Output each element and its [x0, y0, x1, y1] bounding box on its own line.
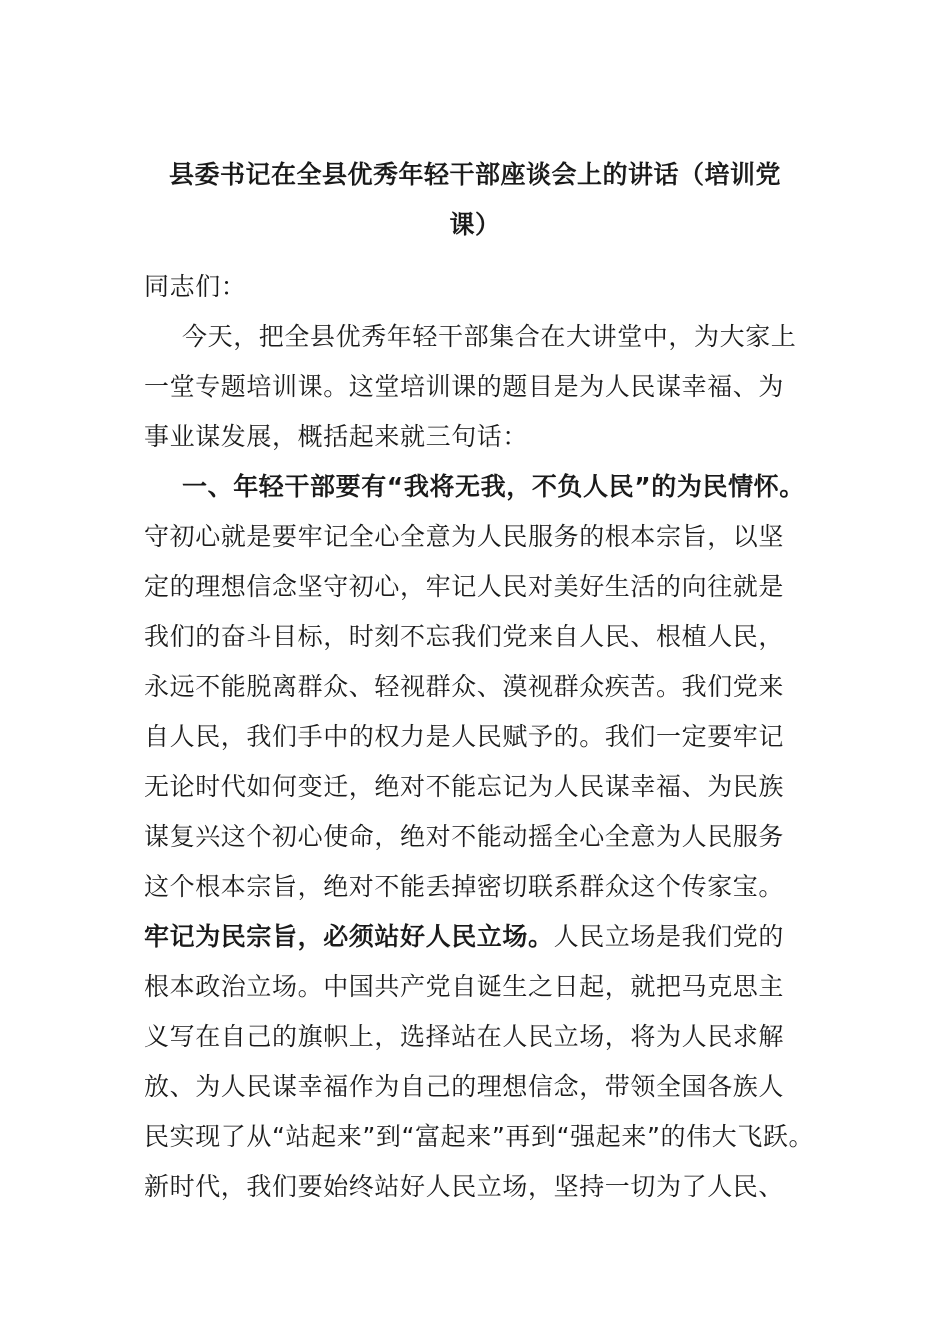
- paragraph-line: 事业谋发展，概括起来就三句话：: [144, 422, 529, 451]
- paragraph-line: 我们的奋斗目标，时刻不忘我们党来自人民、根植人民，: [144, 622, 785, 651]
- paragraph-line: 自人民，我们手中的权力是人民赋予的。我们一定要牢记: [144, 722, 785, 751]
- document-title: [150, 150, 800, 250]
- section-heading: 一、年轻干部要有“我将无我，不负人民”的为民情怀。: [182, 472, 805, 501]
- greeting: 同志们：: [144, 272, 247, 301]
- paragraph-line: 一堂专题培训课。这堂培训课的题目是为人民谋幸福、为: [144, 372, 785, 401]
- paragraph-line: 定的理想信念坚守初心，牢记人民对美好生活的向往就是: [144, 572, 785, 601]
- paragraph-line: 今天，把全县优秀年轻干部集合在大讲堂中，为大家上: [182, 322, 797, 351]
- title-line: 课）: [449, 210, 501, 239]
- paragraph-line: 这个根本宗旨，绝对不能丢掉密切联系群众这个传家宝。: [144, 872, 785, 901]
- paragraph-line: 无论时代如何变迁，绝对不能忘记为人民谋幸福、为民族: [144, 772, 785, 801]
- paragraph-line: 民实现了从“站起来”到“富起来”再到“强起来”的伟大飞跃。: [144, 1122, 815, 1151]
- paragraph-line: 义写在自己的旗帜上，选择站在人民立场，将为人民求解: [144, 1022, 785, 1051]
- document-body: [144, 262, 814, 1212]
- bold-lead-sentence: 牢记为民宗旨，必须站好人民立场。: [144, 922, 554, 951]
- paragraph-line: 谋复兴这个初心使命，绝对不能动摇全心全意为人民服务: [144, 822, 785, 851]
- paragraph-line: 放、为人民谋幸福作为自己的理想信念，带领全国各族人: [144, 1072, 785, 1101]
- paragraph-text: 人民立场是我们党的: [553, 922, 785, 951]
- paragraph-line: [144, 912, 814, 962]
- paragraph-line: 永远不能脱离群众、轻视群众、漠视群众疾苦。我们党来: [144, 672, 785, 701]
- paragraph-line: 根本政治立场。中国共产党自诞生之日起，就把马克思主: [144, 972, 785, 1001]
- title-line: 县委书记在全县优秀年轻干部座谈会上的讲话（培训党: [168, 160, 781, 189]
- paragraph-line: 守初心就是要牢记全心全意为人民服务的根本宗旨，以坚: [144, 522, 785, 551]
- paragraph-line: 新时代，我们要始终站好人民立场，坚持一切为了人民、: [144, 1172, 785, 1201]
